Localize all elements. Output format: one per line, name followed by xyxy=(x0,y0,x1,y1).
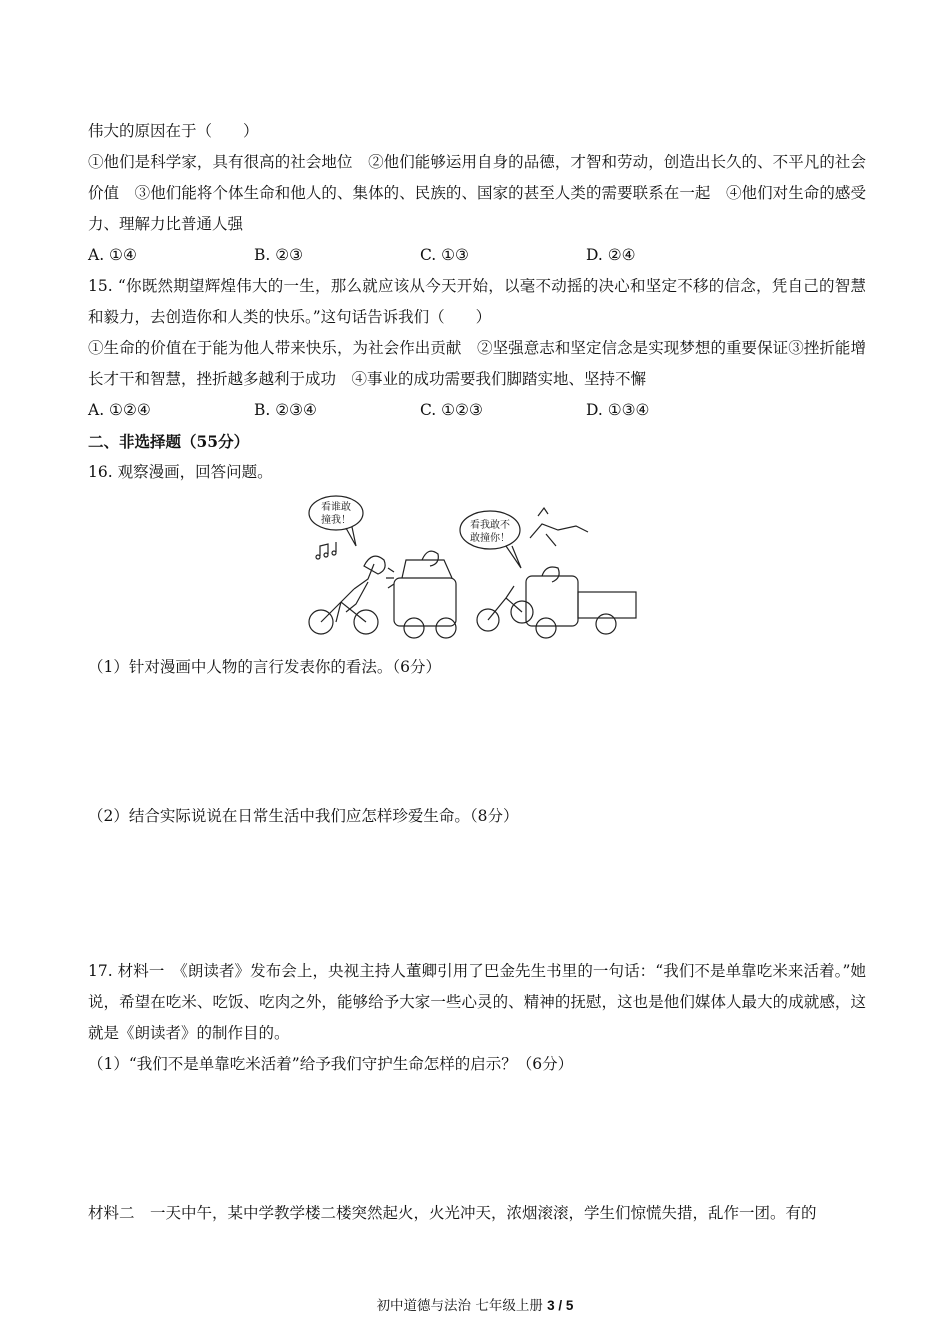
q14-option-d: D. ②④ xyxy=(586,246,636,264)
q17-material1: 17. 材料一 《朗读者》发布会上，央视主持人董卿引用了巴金先生书里的一句话：“我们不是单靠吃米来活着。”她说，希望在吃米、吃饭、吃肉之外，能够给予大家一些心灵的、精神的抚慰，这也是他们媒体人最大的成就感，这就是《朗读者》的制作目的。 xyxy=(88,962,866,1042)
answer-space-q17-1 xyxy=(88,1080,866,1198)
q16-stem: 16. 观察漫画，回答问题。 xyxy=(88,463,273,481)
q14-option-b: B. ②③ xyxy=(254,246,304,264)
q14-option-c: C. ①③ xyxy=(420,246,469,264)
q15-option-a: A. ①②④ xyxy=(88,401,151,419)
bubble-right-line2: 敢撞你！ xyxy=(470,533,510,544)
answer-space-q16-1 xyxy=(88,683,866,801)
q14-statements: ①他们是科学家，具有很高的社会地位 ②他们能够运用自身的品德，才智和劳动，创造出长久的、不平凡的社会价值 ③他们能将个体生命和他人的、集体的、民族的、国家的甚至人类的需要联系在一起 ④他们对生命的感受力、理解力比普通人强 xyxy=(88,153,866,233)
q15-option-c: C. ①②③ xyxy=(420,401,483,419)
q14-option-a: A. ①④ xyxy=(88,246,137,264)
q16-sub1: （1）针对漫画中人物的言行发表你的看法。（6分） xyxy=(88,658,441,676)
q15-statements: ①生命的价值在于能为他人带来快乐，为社会作出贡献 ②坚强意志和坚定信念是实现梦想的重要保证③挫折能增长才干和智慧，挫折越多越利于成功 ④事业的成功需要我们脚踏实地、坚持不懈 xyxy=(88,339,866,388)
page-footer xyxy=(0,1294,950,1314)
page-number: 3 / 5 xyxy=(547,1298,574,1313)
exam-page xyxy=(88,116,866,1229)
q16-sub2: （2）结合实际说说在日常生活中我们应怎样珍爱生命。（8分） xyxy=(88,807,519,825)
q14-stem-end: 伟大的原因在于（ ） xyxy=(88,122,259,140)
q15-stem: 15. “你既然期望辉煌伟大的一生，那么就应该从今天开始，以毫不动摇的决心和坚定不移的信念，凭自己的智慧和毅力，去创造你和人类的快乐。”这句话告诉我们（ ） xyxy=(88,277,866,326)
truck-cab-left xyxy=(394,578,456,626)
q17-sub1: （1）“我们不是单靠吃米活着”给予我们守护生命怎样的启示？（6分） xyxy=(88,1055,574,1073)
q14-options xyxy=(88,240,866,271)
q15-option-d: D. ①③④ xyxy=(586,401,650,419)
q17-material2: 材料二 一天中午，某中学教学楼二楼突然起火，火光冲天，浓烟滚滚，学生们惊慌失措，乱作一团。有的 xyxy=(88,1204,817,1222)
q16-cartoon xyxy=(306,494,642,642)
section2-heading: 二、非选择题（55分） xyxy=(88,432,250,451)
bubble-left-line1: 看谁敢 xyxy=(321,502,351,513)
q15-options xyxy=(88,395,866,426)
q15-option-b: B. ②③④ xyxy=(254,401,317,419)
footer-title: 初中道德与法治 七年级上册 xyxy=(376,1298,548,1314)
answer-space-q16-2 xyxy=(88,832,866,956)
bubble-right-line1: 看我敢不 xyxy=(470,520,510,531)
truck-cab-right xyxy=(526,576,578,626)
bubble-left-line2: 撞我！ xyxy=(321,515,351,526)
